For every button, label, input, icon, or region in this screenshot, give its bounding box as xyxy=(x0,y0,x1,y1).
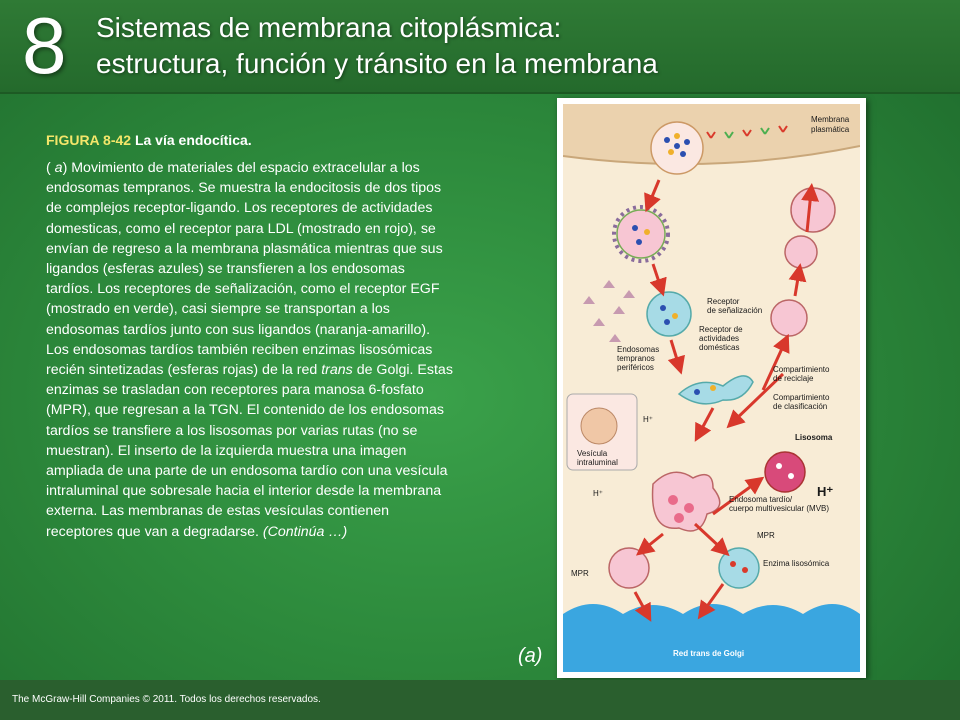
slide-header xyxy=(0,0,960,94)
recycling-vesicle-3 xyxy=(771,300,807,336)
caption-trans: trans xyxy=(321,362,353,379)
label-lisosoma: Lisosoma xyxy=(795,433,833,442)
label-receptor-senal-2: de señalización xyxy=(707,306,763,315)
label-comp-clasif-2: de clasificación xyxy=(773,402,828,411)
label-mpr-left: MPR xyxy=(571,569,589,578)
label-receptor-act-1: Receptor de xyxy=(699,325,743,334)
caption-text-2: de Golgi. Estas enzimas se trasladan con receptores para manosa 6-fosfato (MPR), que regresan a la TGN. El contenido de los endosomas tardíos se transfiere a los lisosomas por varias rutas (no se muestran). El inserto de la izquierda muestra una imagen ampliada de una parte de un endosoma tardío con una vesícula intraluminal que sobresale hacia el interior desde la membrana externa. Las membranas de estas vesículas contienen receptores que van a degradarse. xyxy=(46,362,453,540)
recycling-vesicle-2 xyxy=(785,236,817,268)
title-line-2: estructura, función y tránsito en la membrana xyxy=(96,48,658,79)
copyright-text: The McGraw-Hill Companies © 2011. Todos los derechos reservados. xyxy=(12,694,321,705)
label-vesicula: Vesícula xyxy=(577,449,608,458)
label-endosomas-3: periféricos xyxy=(617,363,654,372)
caption-paragraph xyxy=(46,158,454,542)
label-h-plus-3: H⁺ xyxy=(817,484,834,499)
label-endosomas-2: tempranos xyxy=(617,354,655,363)
label-endosoma-tardio-2: cuerpo multivesicular (MVB) xyxy=(729,504,830,513)
label-receptor-act-3: domésticas xyxy=(699,343,740,352)
label-intraluminal: intraluminal xyxy=(577,458,618,467)
recycling-vesicle-1 xyxy=(791,188,835,232)
label-receptor-senal-1: Receptor xyxy=(707,297,740,306)
label-h-plus-1: H⁺ xyxy=(643,415,653,424)
panel-label: (a) xyxy=(518,645,543,667)
uncoated-vesicle xyxy=(647,292,691,336)
endocytic-pathway-figure xyxy=(557,98,866,678)
chapter-number: 8 xyxy=(22,1,67,90)
caption-panel-a: a xyxy=(54,160,63,176)
label-enzima: Enzima lisosómica xyxy=(763,559,830,568)
endocytic-diagram xyxy=(563,104,860,672)
slide-footer xyxy=(0,680,960,720)
label-comp-clasif-1: Compartimiento xyxy=(773,393,830,402)
label-membrana: Membrana xyxy=(811,115,850,124)
label-mpr-right: MPR xyxy=(757,531,775,540)
label-plasmatica: plasmática xyxy=(811,125,850,134)
slide-title xyxy=(96,10,658,82)
caption-open: ( xyxy=(46,160,55,176)
figure-caption xyxy=(46,132,454,542)
label-golgi: Red trans de Golgi xyxy=(673,649,745,658)
title-line-1: Sistemas de membrana citoplásmica: xyxy=(96,12,562,43)
intraluminal-vesicle xyxy=(581,408,617,444)
caption-text-1: ) Movimiento de materiales del espacio extracelular a los endosomas tempranos. Se muestra la endocitosis de dos tipos de complejos receptor-ligando. Los receptores de actividades domesticas, como el receptor para LDL (mostrado en rojo), se envían de regreso a la membrana plasmática mientras que sus ligandos (esferas azules) se transfieren a los endosomas tardíos. Los receptores de señalización, como el receptor EGF (mostrado en verde), casi siempre se transportan a los endosomas tardíos junto con sus ligandos (naranja-amarillo). Los endosomas tardíos también reciben enzimas lisosómicas recién sintetizadas (esferas rojas) de la red xyxy=(46,160,443,379)
figure-title: La vía endocítica. xyxy=(134,132,252,148)
mpr-vesicle-left xyxy=(609,548,649,588)
figure-heading xyxy=(46,132,454,148)
label-endosoma-tardio-1: Endosoma tardío/ xyxy=(729,495,793,504)
trans-golgi-network xyxy=(563,604,860,672)
coated-vesicle xyxy=(617,210,665,258)
mpr-vesicle-right xyxy=(719,548,759,588)
label-receptor-act-2: actividades xyxy=(699,334,740,343)
caption-continua: (Continúa …) xyxy=(262,523,348,540)
label-h-plus-2: H⁺ xyxy=(593,489,603,498)
label-comp-reciclaje-2: de reciclaje xyxy=(773,374,814,383)
figure-label: FIGURA 8-42 xyxy=(46,132,132,148)
label-endosomas-1: Endosomas xyxy=(617,345,660,354)
lysosome xyxy=(765,452,805,492)
label-comp-reciclaje-1: Compartimiento xyxy=(773,365,830,374)
